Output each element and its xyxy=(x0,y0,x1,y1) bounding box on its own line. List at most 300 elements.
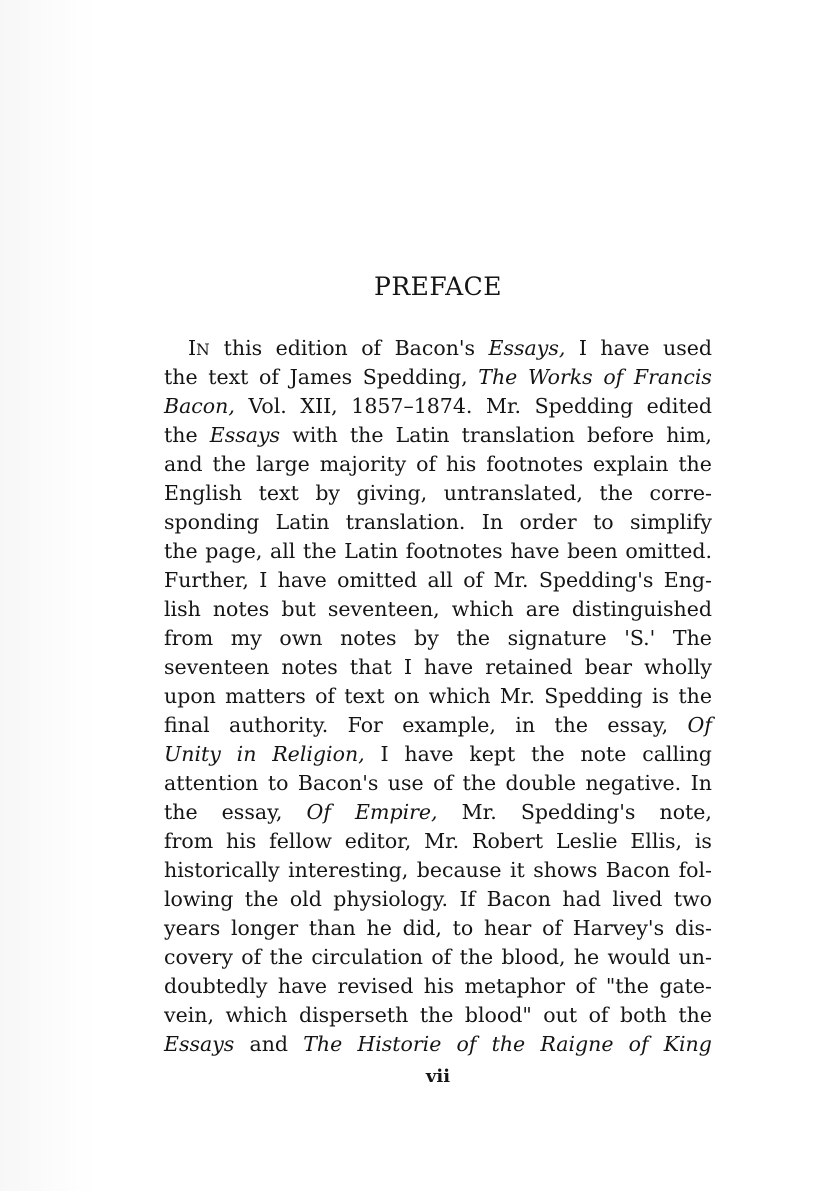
word-text: attention xyxy=(164,771,259,795)
word-text: covery xyxy=(164,945,233,969)
text-line xyxy=(164,363,712,392)
word-text: lowing xyxy=(164,887,234,911)
word-text: simplify xyxy=(630,510,712,534)
word-text: of xyxy=(433,771,454,795)
word-text: Of xyxy=(687,713,712,737)
word-text: large xyxy=(255,452,310,476)
word xyxy=(278,566,327,595)
word-text: the xyxy=(459,945,494,969)
word xyxy=(309,914,356,943)
word xyxy=(465,1001,532,1030)
word xyxy=(587,421,654,450)
word xyxy=(574,943,599,972)
word-text: seventeen xyxy=(164,655,270,679)
word xyxy=(212,450,246,479)
word-text: Essays xyxy=(209,423,281,447)
word-text: un- xyxy=(678,945,712,969)
word xyxy=(556,827,618,856)
word-text: of xyxy=(588,1003,609,1027)
word xyxy=(259,479,299,508)
word xyxy=(403,914,442,943)
word xyxy=(276,508,330,537)
word-text: Vol. xyxy=(248,394,287,418)
word xyxy=(402,711,496,740)
word-text: my xyxy=(230,626,262,650)
word-text: The xyxy=(672,626,712,650)
word xyxy=(300,392,337,421)
word xyxy=(539,566,654,595)
word-text: edition xyxy=(275,336,348,360)
word-text: would xyxy=(607,945,671,969)
word xyxy=(462,798,497,827)
word xyxy=(429,682,491,711)
word-text: blood" xyxy=(464,1003,532,1027)
word xyxy=(453,914,474,943)
word xyxy=(299,1001,408,1030)
word-text: of xyxy=(361,336,382,360)
word-text: sponding xyxy=(164,510,260,534)
word-text: the xyxy=(456,626,490,650)
word-text: to xyxy=(452,916,474,940)
word-text: Mr. xyxy=(493,568,529,592)
word xyxy=(526,595,560,624)
word-text: lish xyxy=(164,597,201,621)
word-text: did, xyxy=(402,916,442,940)
word xyxy=(428,566,453,595)
word xyxy=(281,595,316,624)
word xyxy=(276,334,348,363)
word-text: gate- xyxy=(659,974,712,998)
word xyxy=(279,624,322,653)
word-text: old xyxy=(289,887,322,911)
word xyxy=(485,653,572,682)
word-text: shows xyxy=(533,858,598,882)
word-text: of xyxy=(463,568,484,592)
word-text: XII, xyxy=(300,394,338,418)
word-text: before xyxy=(586,423,655,447)
word-text: Ellis, xyxy=(630,829,682,853)
text-line xyxy=(164,943,712,972)
text-line xyxy=(164,740,712,769)
word-text: than xyxy=(308,916,356,940)
word xyxy=(337,566,417,595)
word-text: If xyxy=(459,887,476,911)
word-text: Religion, xyxy=(272,742,365,766)
word-text: of xyxy=(259,365,279,389)
word-text: disperseth xyxy=(298,1003,409,1027)
word xyxy=(585,769,681,798)
word-text: Bacon, xyxy=(164,394,235,418)
word xyxy=(446,450,476,479)
word xyxy=(675,914,712,943)
word-text: "the xyxy=(605,974,649,998)
word xyxy=(303,537,337,566)
word xyxy=(288,856,408,885)
word-text: two xyxy=(673,887,712,911)
word xyxy=(484,914,531,943)
word-text: final xyxy=(164,713,210,737)
word-text: example, xyxy=(402,713,496,737)
word xyxy=(533,856,597,885)
word xyxy=(431,943,451,972)
word-text: circulation xyxy=(311,945,424,969)
word-text: of xyxy=(241,945,262,969)
word-text: of xyxy=(628,1032,649,1056)
word-text: in xyxy=(515,713,536,737)
word xyxy=(340,624,396,653)
word-text: he xyxy=(573,945,600,969)
word-text: lived xyxy=(612,887,663,911)
word-text: metaphor xyxy=(464,974,566,998)
word xyxy=(624,624,655,653)
word-text: upon xyxy=(164,684,216,708)
word xyxy=(456,624,490,653)
word xyxy=(567,537,618,566)
word xyxy=(424,827,459,856)
word xyxy=(268,769,289,798)
word-text: of xyxy=(603,365,624,389)
word-text: Works xyxy=(527,365,593,389)
word-text: the xyxy=(303,539,337,563)
word xyxy=(463,769,497,798)
word-text: revised xyxy=(337,974,414,998)
word xyxy=(644,653,712,682)
word xyxy=(281,653,337,682)
word xyxy=(278,972,327,1001)
word-text: Bacon's xyxy=(394,336,476,360)
word-text: the xyxy=(419,1003,454,1027)
word xyxy=(508,624,607,653)
word xyxy=(603,363,623,392)
word xyxy=(248,392,286,421)
word xyxy=(348,711,383,740)
word-text: majority xyxy=(319,452,407,476)
word xyxy=(515,711,535,740)
word xyxy=(492,1030,526,1059)
word xyxy=(164,624,213,653)
text-line xyxy=(164,885,712,914)
word-text: of xyxy=(575,974,596,998)
word xyxy=(164,972,267,1001)
word-text: notes xyxy=(340,626,397,650)
word-text: The xyxy=(303,1032,343,1056)
text-line xyxy=(164,914,712,943)
word-text: corre- xyxy=(649,481,712,505)
word-text: the xyxy=(678,1003,712,1027)
word-text: out xyxy=(543,1003,578,1027)
word-text: the xyxy=(164,539,198,563)
word-text: Spedding xyxy=(534,394,634,418)
word xyxy=(270,537,295,566)
word xyxy=(647,392,712,421)
word xyxy=(164,450,203,479)
word-text: by xyxy=(315,481,341,505)
word-text: the xyxy=(678,452,712,476)
word-text: bear xyxy=(584,655,633,679)
word-text: blood, xyxy=(501,945,566,969)
word-text: with xyxy=(292,423,338,447)
word xyxy=(679,943,712,972)
word xyxy=(424,972,454,1001)
word xyxy=(315,479,340,508)
text-line xyxy=(164,624,712,653)
word-text: the xyxy=(269,945,304,969)
word xyxy=(482,508,503,537)
word-text: doubtedly xyxy=(164,974,268,998)
word-text: text xyxy=(258,481,299,505)
word-text: is xyxy=(694,829,712,853)
word-text: and xyxy=(164,452,203,476)
word xyxy=(416,450,436,479)
word xyxy=(292,421,338,450)
word-text: text xyxy=(208,365,249,389)
word xyxy=(231,624,262,653)
word-text: is xyxy=(652,684,670,708)
word-text: vein, xyxy=(164,1003,214,1027)
word xyxy=(593,450,668,479)
word-text: the xyxy=(164,365,198,389)
word-text: the xyxy=(462,771,497,795)
word-text: his xyxy=(226,829,257,853)
word xyxy=(649,479,711,508)
word-text: Latin xyxy=(344,539,399,563)
word xyxy=(259,566,267,595)
word-text: by xyxy=(414,626,439,650)
word xyxy=(164,537,198,566)
word-text: of xyxy=(456,1032,477,1056)
word-text: distinguished xyxy=(571,597,712,621)
word-text: years xyxy=(164,916,221,940)
text-line xyxy=(164,856,712,885)
word xyxy=(237,740,257,769)
word xyxy=(164,1030,234,1059)
word-text: translation. xyxy=(345,510,466,534)
word-text: notes xyxy=(281,655,338,679)
word xyxy=(367,914,392,943)
word-text: of xyxy=(315,684,335,708)
word-text: Bacon xyxy=(605,858,671,882)
word xyxy=(224,334,263,363)
word-text: all xyxy=(270,539,296,563)
page-number: vii xyxy=(425,1066,451,1087)
word xyxy=(506,769,576,798)
text-line xyxy=(164,711,712,740)
drop-word xyxy=(188,334,210,365)
word xyxy=(585,653,632,682)
word xyxy=(164,740,221,769)
word-text: authority. xyxy=(229,713,329,737)
word xyxy=(269,827,332,856)
word-text: it xyxy=(509,858,525,882)
word xyxy=(164,798,198,827)
word xyxy=(307,798,331,827)
word-text: have xyxy=(277,568,327,592)
text-line xyxy=(164,682,712,711)
word-text: Of xyxy=(306,800,331,824)
word xyxy=(678,682,712,711)
word-text: the xyxy=(164,423,198,447)
word xyxy=(259,363,279,392)
word-text: which xyxy=(451,597,514,621)
word-text: both xyxy=(619,1003,667,1027)
word xyxy=(540,1030,613,1059)
word xyxy=(164,566,249,595)
word-text: Spedding's xyxy=(538,568,654,592)
word xyxy=(424,653,473,682)
text-line xyxy=(164,566,712,595)
word xyxy=(528,363,593,392)
word-text: Further, xyxy=(164,568,249,592)
word-text: Spedding's xyxy=(520,800,636,824)
word-text: Mr. xyxy=(424,829,460,853)
page-title: PREFACE xyxy=(374,272,502,301)
word-text: James xyxy=(289,365,353,389)
word-text: his xyxy=(423,974,455,998)
word-text: have xyxy=(424,655,474,679)
word-text: Empire, xyxy=(355,800,438,824)
word xyxy=(164,914,220,943)
word xyxy=(164,943,233,972)
word-text: King xyxy=(663,1032,712,1056)
word-text: are xyxy=(525,597,560,621)
word xyxy=(404,653,412,682)
word xyxy=(357,479,428,508)
word xyxy=(679,856,712,885)
word xyxy=(245,885,279,914)
word xyxy=(674,885,712,914)
word-text: matters xyxy=(225,684,306,708)
word-text: the xyxy=(164,800,198,824)
word-text: him, xyxy=(666,423,712,447)
word xyxy=(663,334,712,363)
word-text: notes xyxy=(212,597,270,621)
word xyxy=(599,479,633,508)
word xyxy=(404,740,453,769)
word-text: retained xyxy=(485,655,573,679)
word xyxy=(164,653,269,682)
word-text: the xyxy=(244,887,279,911)
text-line xyxy=(164,827,712,856)
word-text: English xyxy=(164,481,243,505)
word xyxy=(531,740,565,769)
word-text: seventeen, xyxy=(327,597,440,621)
word-text: this xyxy=(223,336,263,360)
word xyxy=(600,334,649,363)
word-text: Eng- xyxy=(663,568,712,592)
word-text: omitted xyxy=(337,568,418,592)
word xyxy=(269,943,303,972)
word xyxy=(579,334,587,363)
word-text: omitted. xyxy=(625,539,712,563)
word xyxy=(344,682,384,711)
word xyxy=(486,392,521,421)
word xyxy=(320,450,407,479)
word-text: Spedding xyxy=(544,684,643,708)
word xyxy=(311,943,423,972)
word-text: essay, xyxy=(607,713,669,737)
word xyxy=(493,566,528,595)
word-text: interesting, xyxy=(288,858,409,882)
word xyxy=(380,740,388,769)
word xyxy=(465,972,566,1001)
word-text: edited xyxy=(646,394,712,418)
word-text: historically xyxy=(164,858,280,882)
word-text: wholly xyxy=(644,655,712,679)
text-line xyxy=(164,769,712,798)
word xyxy=(164,1001,214,1030)
word xyxy=(678,1001,712,1030)
word-text: I xyxy=(380,742,389,766)
word-text: footnotes xyxy=(486,452,584,476)
word xyxy=(606,856,670,885)
word-text: the xyxy=(212,452,247,476)
word-text: which xyxy=(225,1003,288,1027)
word-text: Latin xyxy=(275,510,330,534)
initial-capital: I xyxy=(188,336,197,360)
word xyxy=(328,595,440,624)
word-text: that xyxy=(349,655,392,679)
word xyxy=(673,624,712,653)
word xyxy=(225,1001,287,1030)
word-text: Latin xyxy=(395,423,450,447)
word-text: giving, xyxy=(356,481,428,505)
word-text: he xyxy=(366,916,392,940)
text-line xyxy=(164,450,712,479)
word-text: Bacon xyxy=(486,887,551,911)
word xyxy=(406,537,503,566)
word xyxy=(659,972,712,1001)
word xyxy=(298,769,378,798)
word-text: because xyxy=(416,858,502,882)
word-text: have xyxy=(404,742,454,766)
word xyxy=(664,1030,712,1059)
word xyxy=(510,537,559,566)
word-text: but xyxy=(281,597,316,621)
word-text: explain xyxy=(593,452,669,476)
word-text: the xyxy=(491,1032,526,1056)
word-text: The xyxy=(478,365,518,389)
word xyxy=(396,421,450,450)
word-text: in xyxy=(236,742,257,766)
word xyxy=(164,682,216,711)
word xyxy=(346,508,466,537)
word-text: note xyxy=(580,742,627,766)
word xyxy=(164,508,259,537)
text-line xyxy=(164,421,712,450)
word xyxy=(394,682,420,711)
word xyxy=(572,595,712,624)
word xyxy=(593,508,614,537)
word xyxy=(355,798,438,827)
word-text: of xyxy=(416,452,437,476)
word-text: have xyxy=(277,974,328,998)
word-text: Historie xyxy=(357,1032,442,1056)
word-text: fol- xyxy=(678,858,712,882)
word-text: from xyxy=(164,626,214,650)
word-text: use xyxy=(387,771,424,795)
word-text: kept xyxy=(469,742,516,766)
word-text: In xyxy=(481,510,504,534)
word xyxy=(357,1030,441,1059)
word xyxy=(225,682,306,711)
word xyxy=(164,711,210,740)
word-text: the xyxy=(599,481,633,505)
word xyxy=(395,334,475,363)
word-text: own xyxy=(279,626,323,650)
word xyxy=(231,914,298,943)
word xyxy=(460,943,494,972)
word-text: text xyxy=(344,684,385,708)
